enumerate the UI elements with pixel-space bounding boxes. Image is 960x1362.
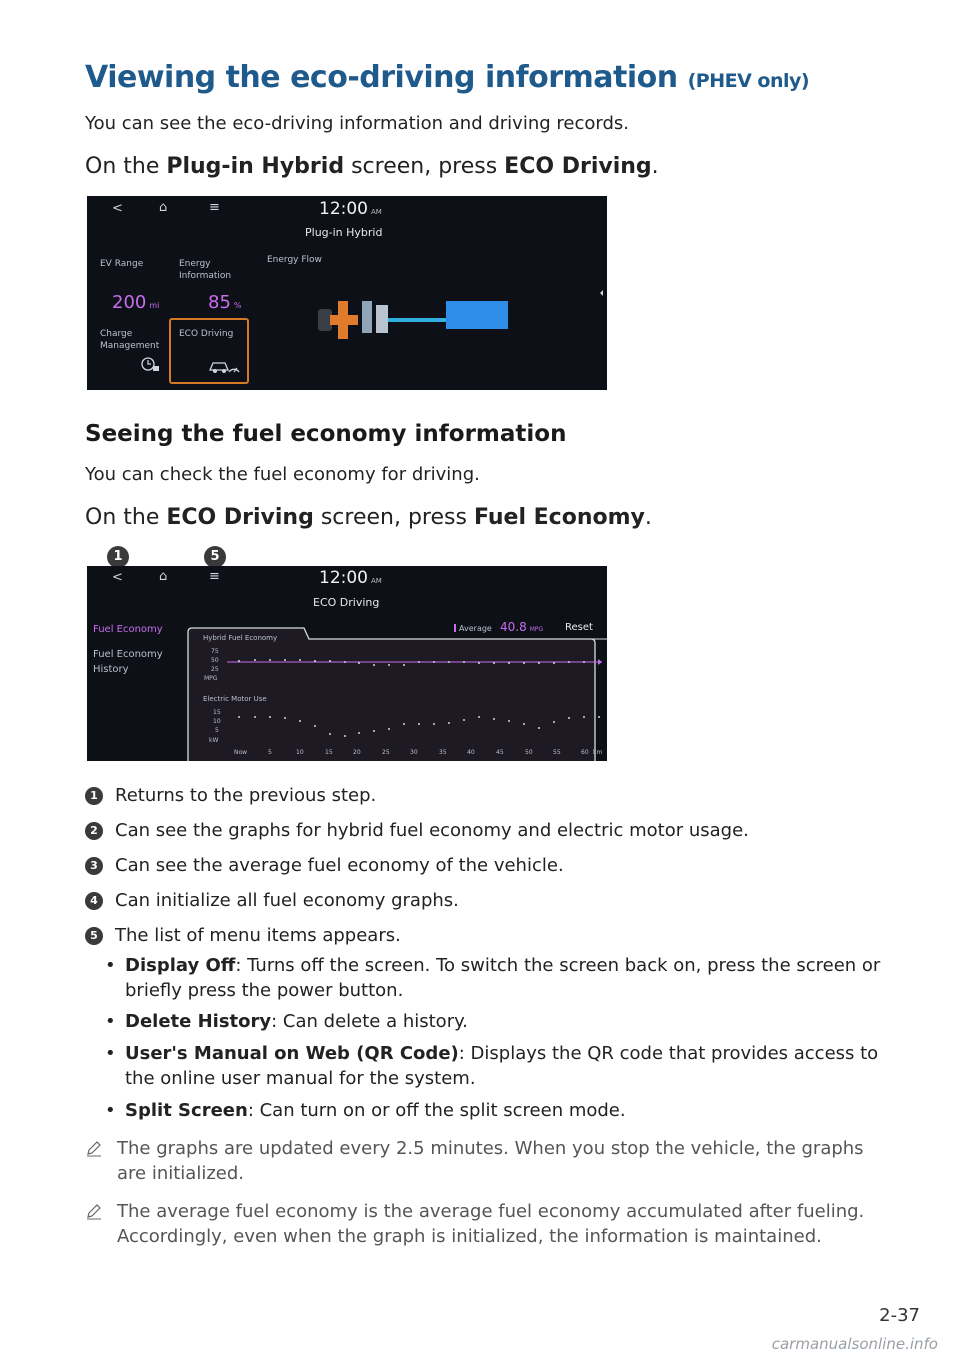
graph2-tick-15: 15 <box>213 709 221 716</box>
x-tick: 5 <box>268 749 272 756</box>
list-item <box>85 890 459 911</box>
watermark: carmanualsonline.info <box>771 1335 938 1353</box>
graph2-unit: kW <box>209 737 219 744</box>
sidebar-item-fuel-economy[interactable]: Fuel Economy <box>93 624 163 635</box>
graph2-title: Electric Motor Use <box>203 695 267 703</box>
instr-bold-1: Plug-in Hybrid <box>166 154 345 179</box>
item-number: 2 <box>85 822 103 840</box>
clock-time: 12:00 <box>319 568 368 588</box>
x-tick: 40 <box>467 749 475 756</box>
average-unit: MPG <box>529 626 544 633</box>
intro-text: You can see the eco-driving information and driving records. <box>85 113 629 134</box>
graph2-tick-10: 10 <box>213 718 221 725</box>
home-icon[interactable]: ⌂ <box>159 200 168 215</box>
eco-driving-screen <box>87 566 607 761</box>
home-icon[interactable]: ⌂ <box>159 569 168 584</box>
section-intro: You can check the fuel economy for driving. <box>85 464 480 485</box>
x-tick: 55 <box>553 749 561 756</box>
bullet-term: Delete History <box>125 1011 272 1032</box>
car-gauge-icon <box>207 356 241 376</box>
section-heading: Seeing the fuel economy information <box>85 421 567 447</box>
energy-info-label: Energy Information <box>179 259 232 281</box>
sidebar-item-fuel-economy-history[interactable]: Fuel Economy History <box>93 649 163 675</box>
eco-driving-label: ECO Driving <box>179 329 234 339</box>
note-text: The graphs are updated every 2.5 minutes. When you stop the vehicle, the graphs are initialized. <box>117 1138 864 1184</box>
screen-title: ECO Driving <box>313 596 380 609</box>
instr2-mid: screen, press <box>313 505 474 530</box>
scroll-indicator-icon <box>600 290 603 296</box>
item-text: Returns to the previous step. <box>115 785 377 806</box>
graph1-title: Hybrid Fuel Economy <box>203 634 278 642</box>
clock-ampm: AM <box>371 577 382 585</box>
energy-flow-label: Energy Flow <box>267 255 322 265</box>
bullet-term: Split Screen <box>125 1100 248 1121</box>
instr2-post: . <box>644 505 652 530</box>
menu-icon[interactable]: ≡ <box>209 200 220 215</box>
back-icon[interactable]: < <box>112 201 123 216</box>
bullet-item <box>105 953 905 1003</box>
ev-range-value <box>112 292 159 313</box>
bullet-dot: • <box>105 955 116 976</box>
graph1-tick-50: 50 <box>211 657 219 664</box>
x-tick: 10 <box>296 749 304 756</box>
graph1-unit: MPG <box>204 675 218 682</box>
x-tick: 60 <box>581 749 589 756</box>
ev-range-unit: mi <box>149 301 160 310</box>
list-item <box>85 820 749 841</box>
clock <box>319 199 382 219</box>
note-2 <box>85 1199 875 1249</box>
bullet-dot: • <box>105 1100 116 1121</box>
energy-value <box>208 292 242 313</box>
bullet-text: : Displays the QR code that provides access to the online user manual for the system. <box>125 1043 879 1089</box>
x-tick: 35 <box>439 749 447 756</box>
instr2-pre: On the <box>85 505 167 530</box>
x-tick: 25 <box>382 749 390 756</box>
ev-range-number: 200 <box>112 292 147 313</box>
plugin-hybrid-screen <box>87 196 607 390</box>
charge-clock-icon <box>140 356 162 374</box>
bullet-text: : Can delete a history. <box>271 1011 468 1032</box>
instr-mid: screen, press <box>344 154 505 179</box>
page-title <box>85 60 809 95</box>
clock-time: 12:00 <box>319 199 368 219</box>
reset-button[interactable]: Reset <box>565 622 593 633</box>
x-tick: 45 <box>496 749 504 756</box>
energy-unit: % <box>233 301 242 310</box>
instruction-1 <box>85 154 659 179</box>
average-number: 40.8 <box>500 620 527 634</box>
bullet-item <box>105 1098 905 1123</box>
energy-flow-diagram <box>312 291 522 351</box>
screen-title: Plug-in Hybrid <box>305 226 383 239</box>
item-text: The list of menu items appears. <box>115 925 401 946</box>
instr-pre: On the <box>85 154 167 179</box>
bullet-term: Display Off <box>125 955 236 976</box>
x-tick: 50 <box>525 749 533 756</box>
callout-1: 1 <box>107 546 129 568</box>
x-unit: km <box>593 749 603 756</box>
graph2-tick-5: 5 <box>215 727 219 734</box>
graph1-tick-75: 75 <box>211 648 219 655</box>
instr-bold-2: ECO Driving <box>504 154 652 179</box>
clock-ampm: AM <box>371 208 382 216</box>
x-tick: 30 <box>410 749 418 756</box>
note-1 <box>85 1136 875 1186</box>
page-number: 2-37 <box>879 1305 920 1326</box>
title-note: (PHEV only) <box>687 70 810 92</box>
item-text: Can see the graphs for hybrid fuel economy and electric motor usage. <box>115 820 749 841</box>
item-number: 1 <box>85 787 103 805</box>
callout-5: 5 <box>204 546 226 568</box>
instr2-bold-2: Fuel Economy <box>473 505 645 530</box>
bullet-item <box>105 1041 905 1091</box>
x-tick: 20 <box>353 749 361 756</box>
instruction-2 <box>85 505 652 530</box>
instr-post: . <box>651 154 659 179</box>
item-number: 4 <box>85 892 103 910</box>
item-text: Can initialize all fuel economy graphs. <box>115 890 459 911</box>
energy-number: 85 <box>208 292 231 313</box>
bullet-dot: • <box>105 1043 116 1064</box>
ev-range-label: EV Range <box>100 259 144 269</box>
item-number: 3 <box>85 857 103 875</box>
list-item <box>85 785 376 806</box>
charge-management-label[interactable]: Charge Management <box>100 329 160 351</box>
graph1-tick-25: 25 <box>211 666 219 673</box>
bullet-item <box>105 1009 905 1034</box>
pencil-note-icon <box>85 1202 103 1220</box>
fuel-economy-graphs <box>87 566 607 761</box>
item-text: Can see the average fuel economy of the vehicle. <box>115 855 564 876</box>
x-tick: Now <box>234 749 248 756</box>
back-icon[interactable]: < <box>112 570 123 585</box>
title-text: Viewing the eco-driving information <box>85 60 678 95</box>
item-number: 5 <box>85 927 103 945</box>
pencil-note-icon <box>85 1139 103 1157</box>
average-label: Average <box>459 624 492 633</box>
list-item <box>85 925 401 946</box>
bullet-term: User's Manual on Web (QR Code) <box>125 1043 459 1064</box>
x-tick: 15 <box>325 749 333 756</box>
bullet-text: : Turns off the screen. To switch the screen back on, press the screen or briefly press the power button. <box>125 955 881 1001</box>
list-item <box>85 855 564 876</box>
bullet-dot: • <box>105 1011 116 1032</box>
instr2-bold-1: ECO Driving <box>166 505 314 530</box>
bullet-text: : Can turn on or off the split screen mode. <box>247 1100 626 1121</box>
note-text: The average fuel economy is the average fuel economy accumulated after fueling. Accordingly, even when the graph is initialized, the information is maintained. <box>117 1201 865 1247</box>
menu-icon[interactable]: ≡ <box>209 569 220 584</box>
